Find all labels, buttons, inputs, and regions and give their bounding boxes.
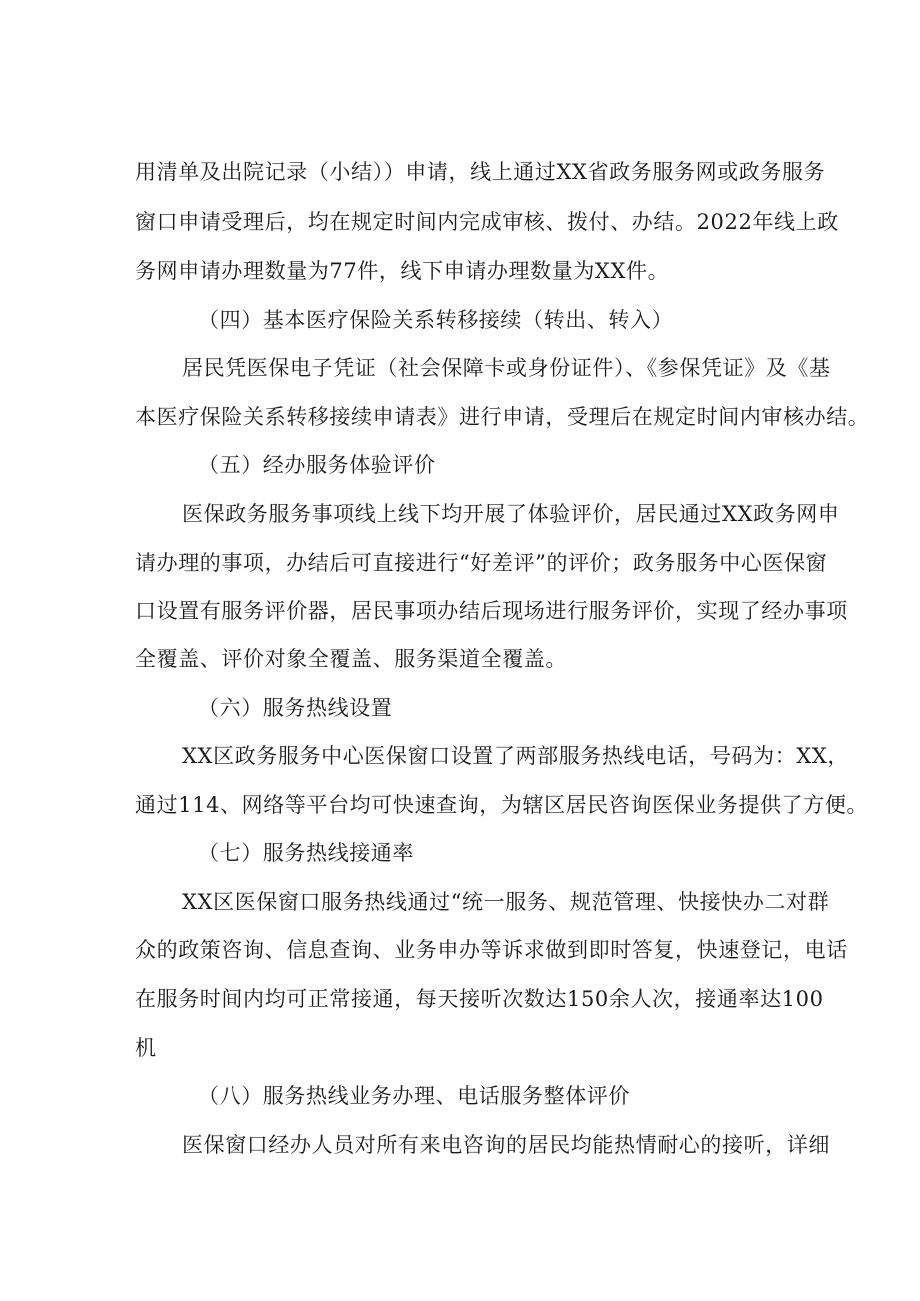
- paragraph-line: 机: [135, 1036, 157, 1060]
- paragraph-line: 务网申请办理数量为77件，线下申请办理数量为XX件。: [135, 259, 670, 283]
- paragraph-line: 在服务时间内均可正常接通，每天接听次数达150余人次，接通率达100: [135, 987, 824, 1011]
- paragraph-line: 医保窗口经办人员对所有来电咨询的居民均能热情耐心的接听，详细: [182, 1133, 830, 1157]
- paragraph-line: 众的政策咨询、信息查询、业务申办等诉求做到即时答复，快速登记，电话: [135, 938, 848, 962]
- paragraph-line: 窗口申请受理后，均在规定时间内完成审核、拨付、办结。2022年线上政: [135, 210, 839, 234]
- section-heading-5: （五）经办服务体验评价: [198, 453, 436, 477]
- paragraph-line: 请办理的事项，办结后可直接进行“好差评”的评价；政务服务中心医保窗: [135, 551, 828, 575]
- section-heading-4: （四）基本医疗保险关系转移接续（转出、转入）: [198, 308, 674, 332]
- section-heading-8: （八）服务热线业务办理、电话服务整体评价: [198, 1084, 630, 1108]
- paragraph-line: XX区医保窗口服务热线通过“统一服务、规范管理、快接快办二对群: [182, 890, 830, 914]
- paragraph-line: 全覆盖、评价对象全覆盖、服务渠道全覆盖。: [135, 647, 567, 671]
- paragraph-line: 医保政务服务事项线上线下均开展了体验评价，居民通过XX政务网申: [182, 502, 840, 526]
- paragraph-line: 本医疗保险关系转移接续申请表》进行申请，受理后在规定时间内审核办结。: [135, 405, 870, 429]
- section-heading-6: （六）服务热线设置: [198, 696, 393, 720]
- section-heading-7: （七）服务热线接通率: [198, 841, 414, 865]
- paragraph-line: 口设置有服务评价器，居民事项办结后现场进行服务评价，实现了经办事项: [135, 599, 848, 623]
- paragraph-line: XX区政务服务中心医保窗口设置了两部服务热线电话，号码为：XX，: [182, 744, 849, 768]
- paragraph-line: 居民凭医保电子凭证（社会保障卡或身份证件）、《参保凭证》及《基: [182, 356, 831, 380]
- paragraph-line: 通过114、网络等平台均可快速查询，为辖区居民咨询医保业务提供了方便。: [135, 793, 869, 817]
- paragraph-line: 用清单及出院记录（小结））申请，线上通过XX省政务服务网或政务服务: [135, 160, 826, 184]
